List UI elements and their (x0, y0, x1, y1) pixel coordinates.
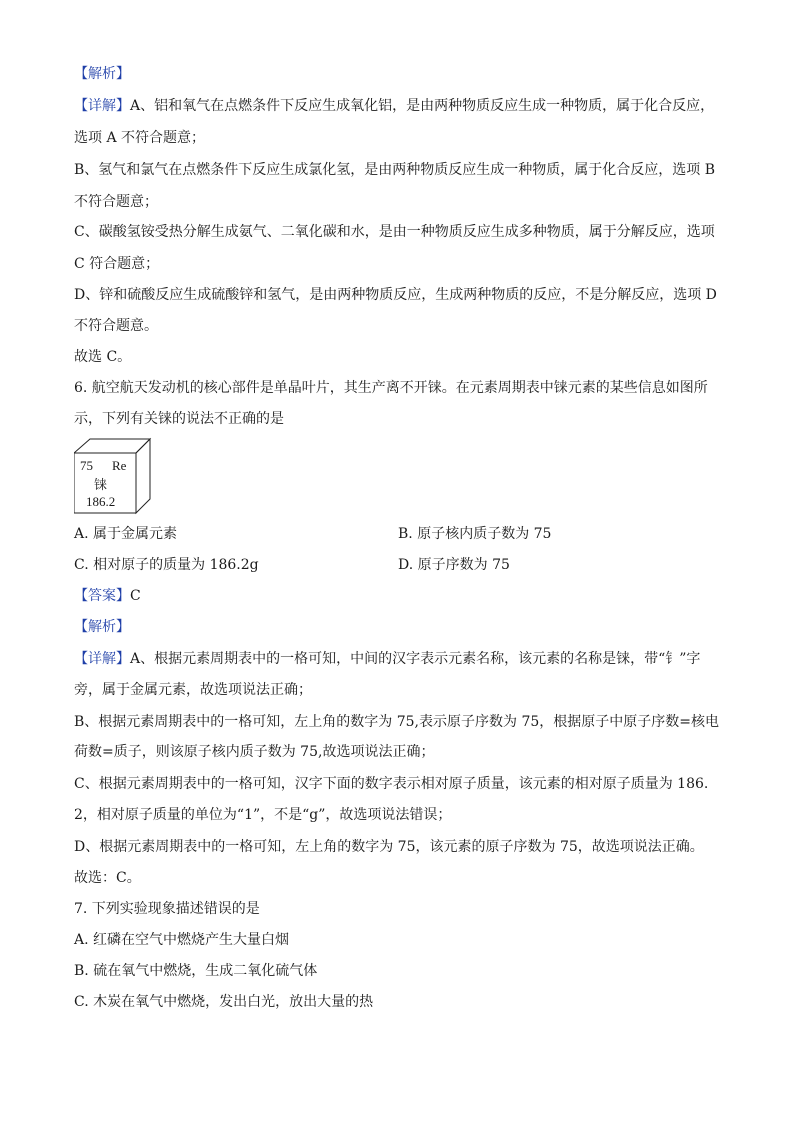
text-line: 不符合题意。 (74, 318, 158, 334)
question-6-line: 示，下列有关铼的说法不正确的是 (74, 411, 284, 427)
atomic-mass: 186.2 (86, 494, 116, 509)
text-line: 不符合题意； (74, 194, 158, 210)
analysis-heading: 【解析】 (74, 619, 130, 635)
option-c: C. 木炭在氧气中燃烧，发出白光，放出大量的热 (74, 994, 374, 1010)
conclusion-line: 故选 C。 (74, 349, 132, 365)
option-c: C. 相对原子的质量为 186.2g (74, 557, 259, 573)
conclusion-line: 故选：C。 (74, 870, 141, 886)
text-line: C、根据元素周期表中的一格可知，汉字下面的数字表示相对原子质量，该元素的相对原子质量为 186. (74, 776, 709, 792)
text-line: D、锌和硫酸反应生成硫酸锌和氢气，是由两种物质反应，生成两种物质的反应，不是分解反应，选项 D (74, 287, 717, 303)
detail-paragraph-line (74, 649, 700, 669)
option-d: D. 原子序数为 75 (398, 557, 510, 573)
text-line: D、根据元素周期表中的一格可知，左上角的数字为 75，该元素的原子序数为 75，故选项说法正确。 (74, 839, 704, 855)
option-a: A. 红磷在空气中燃烧产生大量白烟 (74, 932, 290, 948)
answer-line (74, 586, 141, 606)
text-line: B、氢气和氯气在点燃条件下反应生成氯化氢，是由两种物质反应生成一种物质，属于化合反应，选项 B (74, 162, 716, 178)
element-name: 铼 (94, 477, 108, 492)
text-line: 2，相对原子质量的单位为“1”，不是“g”，故选项说法错误； (74, 807, 452, 823)
option-b: B. 硫在氧气中燃烧，生成二氧化硫气体 (74, 963, 318, 979)
atomic-number: 75 (80, 458, 93, 473)
answer-tag: 【答案】 (74, 588, 130, 604)
detail-paragraph-line (74, 96, 714, 116)
detail-text: A、铝和氧气在点燃条件下反应生成氧化铝，是由两种物质反应生成一种物质，属于化合反应， (130, 98, 715, 114)
element-symbol: Re (112, 458, 127, 473)
option-a: A. 属于金属元素 (74, 526, 178, 542)
question-7-stem: 7. 下列实验现象描述错误的是 (74, 901, 260, 917)
analysis-heading: 【解析】 (74, 66, 130, 82)
detail-text: A、根据元素周期表中的一格可知，中间的汉字表示元素名称，该元素的名称是铼，带“钅”字 (130, 651, 701, 667)
text-line: 旁，属于金属元素，故选项说法正确； (74, 682, 312, 698)
text-line: 荷数=质子，则该原子核内质子数为 75,故选项说法正确； (74, 744, 435, 760)
text-line: 选项 A 不符合题意； (74, 130, 206, 146)
answer-value: C (130, 588, 141, 604)
text-line: C 符合题意； (74, 256, 160, 272)
detail-tag: 【详解】 (74, 98, 130, 114)
option-b: B. 原子核内质子数为 75 (398, 526, 552, 542)
text-line: C、碳酸氢铵受热分解生成氨气、二氧化碳和水，是由一种物质反应生成多种物质，属于分解反应，选项 (74, 224, 715, 240)
question-6-line: 6. 航空航天发动机的核心部件是单晶叶片，其生产离不开铼。在元素周期表中铼元素的某些信息如图所 (74, 380, 708, 396)
detail-tag: 【详解】 (74, 651, 130, 667)
text-line: B、根据元素周期表中的一格可知，左上角的数字为 75,表示原子序数为 75，根据原子中原子序数=核电 (74, 714, 719, 730)
element-cell (74, 437, 154, 517)
